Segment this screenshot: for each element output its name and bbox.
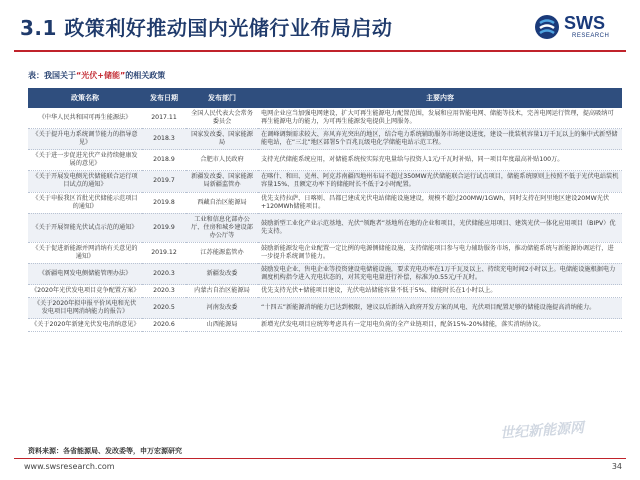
cell-department: 合肥市人民政府	[186, 150, 258, 171]
cell-policy-name: 《关于进一步促进光伏产业持续健康发展的意见》	[28, 150, 142, 171]
table-caption	[28, 70, 165, 81]
logo-brand: SWS	[564, 13, 606, 33]
caption-highlight: “光伏+储能”	[76, 71, 126, 80]
cell-policy-name: 《中华人民共和国可再生能源法》	[28, 108, 142, 129]
cell-main-content: 在调峰调频需求较大、弃风弃光突出的地区，结合电力系统辅助服务市场建设进度，建设一批装机容量1万千瓦以上的集中式新型储能电站，在“三北”地区部署5个百兆瓦级电化学储能电站示范工程。	[258, 129, 622, 150]
cell-policy-name: 《关于开展发电侧光伏储能联合运行项目试点的通知》	[28, 171, 142, 192]
cell-release-date: 2019.7	[142, 171, 186, 192]
cell-release-date: 2020.3	[142, 263, 186, 284]
cell-main-content: 鼓励新型工业化产业示范基地、光伏“领跑者”基地所在地的企业和项目，光伏储能应用项目、建筑光伏一体化应用项目（BIPV）优先支持。	[258, 213, 622, 242]
cell-main-content: 优先支持拉萨、日喀则、昌都已建成光伏电站储能设施建设，规模不超过200MW/1GWh，同时支持在阿里地区建设20MW光伏+120MWh储能项目。	[258, 192, 622, 213]
cell-department: 工业和信息化部办公厅、住房和城乡建设部办公厅等	[186, 213, 258, 242]
cell-main-content: 支持光伏储能系统应用，对储能系统按实际充电量给与投资人1元/千瓦时补贴，同一项目年度最高补贴100万。	[258, 150, 622, 171]
cell-main-content: 新增光伏发电项目应统筹考虑具有一定用电负荷的全产业链项目，配备15%-20%储能，落实消纳协议。	[258, 319, 622, 332]
cell-department: 西藏自治区能源局	[186, 192, 258, 213]
table-header-row	[28, 88, 622, 108]
sws-logo	[534, 10, 626, 44]
cell-department: 新疆发改委、国家能源局新疆监管办	[186, 171, 258, 192]
table-row	[28, 129, 622, 150]
cell-department: 国家发改委、国家能源局	[186, 129, 258, 150]
cell-release-date: 2018.9	[142, 150, 186, 171]
cell-main-content: 优先支持光伏+储能项目建设，光伏电站储能容量不低于5%、储能时长在1小时以上。	[258, 285, 622, 298]
cell-release-date: 2020.6	[142, 319, 186, 332]
cell-policy-name: 《关于开展智能光伏试点示范的通知》	[28, 213, 142, 242]
cell-department: 河南发改委	[186, 298, 258, 319]
caption-prefix: 表：我国关于	[28, 71, 76, 80]
table-row	[28, 150, 622, 171]
column-header-date: 发布日期	[142, 88, 186, 108]
title-divider	[14, 50, 626, 52]
table-row	[28, 319, 622, 332]
source-note: 资料来源：各省能源局、发改委等，申万宏源研究	[28, 447, 182, 455]
cell-policy-name: 《新疆电网发电侧储能管理办法》	[28, 263, 142, 284]
table-row	[28, 192, 622, 213]
cell-policy-name: 《关于2020年新建光伏发电消纳意见》	[28, 319, 142, 332]
table-row	[28, 298, 622, 319]
cell-department: 新疆发改委	[186, 263, 258, 284]
cell-release-date: 2020.5	[142, 298, 186, 319]
cell-policy-name: 《关于提升电力系统调节能力的指导意见》	[28, 129, 142, 150]
column-header-policy-name: 政策名称	[28, 88, 142, 108]
page-title: 3.1 政策利好推动国内光储行业布局启动	[20, 16, 393, 40]
cell-release-date: 2019.9	[142, 213, 186, 242]
cell-release-date: 2019.8	[142, 192, 186, 213]
policy-table	[28, 88, 622, 332]
cell-main-content: 在喀什、和田、克州、阿克苏南疆四地州布局不超过350MW光伏储能联合运行试点项目，储能系统原则上按照不低于光伏电站装机容量15%、且额定功率下的储能时长不低于2小时配置。	[258, 171, 622, 192]
cell-release-date: 2018.3	[142, 129, 186, 150]
watermark: 世纪新能源网	[499, 420, 585, 442]
cell-policy-name: 《关于促进新能源并网消纳有关意见的通知》	[28, 242, 142, 263]
cell-policy-name: 《关于2020年拟申报平价风电和光伏发电项目电网消纳能力的报告》	[28, 298, 142, 319]
cell-main-content: “十四五”新能源消纳能力已达到极限，建议以后新纳入政府开发方案的风电、光伏项目配置足够的储能设施提高消纳能力。	[258, 298, 622, 319]
table-row	[28, 213, 622, 242]
cell-department: 内蒙古自治区能源局	[186, 285, 258, 298]
cell-release-date: 2017.11	[142, 108, 186, 129]
cell-main-content: 电网企业应当加强电网建设，扩大可再生能源电力配置范围，发展和应用智能电网、储能等技术，完善电网运行管理，提高吸纳可再生能源电力的能力，为可再生能源发电提供上网服务。	[258, 108, 622, 129]
cell-department: 全国人民代表大会常务委员会	[186, 108, 258, 129]
sws-logo-icon	[534, 14, 560, 40]
footer-website: www.swsresearch.com	[24, 462, 115, 471]
cell-department: 山西能源局	[186, 319, 258, 332]
cell-department: 江苏能源监管办	[186, 242, 258, 263]
column-header-department: 发布部门	[186, 88, 258, 108]
table-row	[28, 171, 622, 192]
cell-release-date: 2019.12	[142, 242, 186, 263]
cell-main-content: 鼓励发电企业、售电企业等投资建设电储能设施，要求充电功率在1万千瓦及以上、持续充电时间2小时以上。电储能设施根据电力调度机构指令进入充电状态的，对其充电电量进行补偿，标准为0.55元/千瓦时。	[258, 263, 622, 284]
cell-policy-name: 《关于申报我区首批光伏储能示范项目的通知》	[28, 192, 142, 213]
logo-subtext: RESEARCH	[572, 33, 610, 39]
cell-release-date: 2020.3	[142, 285, 186, 298]
cell-policy-name: 《2020年光伏发电项目竞争配置方案》	[28, 285, 142, 298]
table-row	[28, 263, 622, 284]
table-row	[28, 108, 622, 129]
table-row	[28, 285, 622, 298]
table-body	[28, 108, 622, 332]
footer-divider	[14, 458, 626, 459]
column-header-content: 主要内容	[258, 88, 622, 108]
caption-suffix: 的相关政策	[125, 71, 166, 80]
page-number: 34	[611, 462, 622, 471]
table-row	[28, 242, 622, 263]
cell-main-content: 鼓励新能源发电企业配置一定比例的电源侧储能设施，支持储能项目参与电力辅助服务市场，推动储能系统与新能源协调运行，进一步提升系统调节能力。	[258, 242, 622, 263]
